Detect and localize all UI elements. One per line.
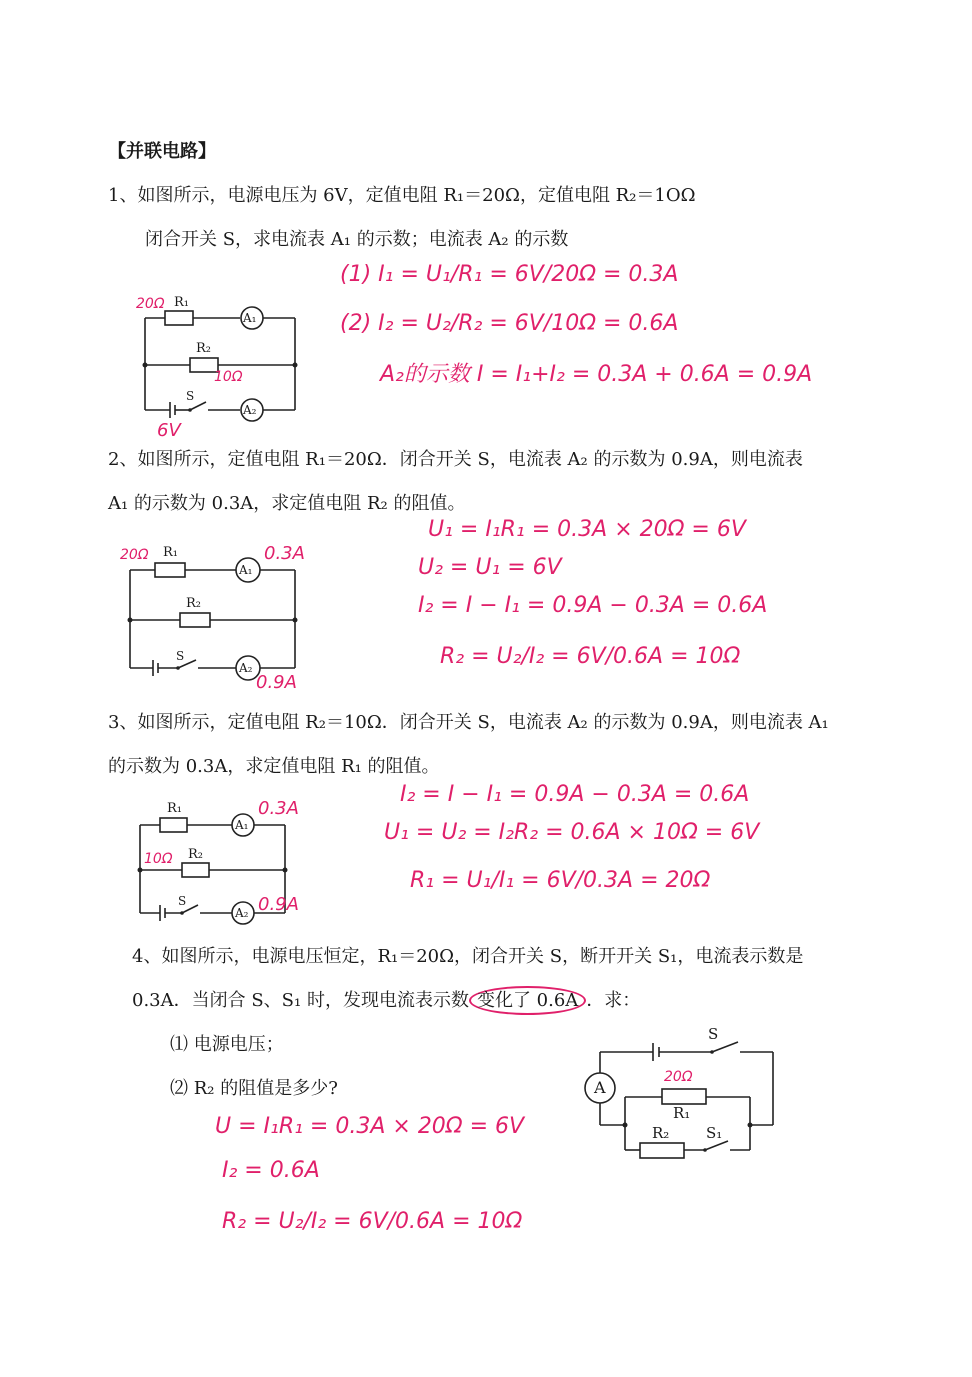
q3-a2-label: A₂ (235, 906, 249, 920)
q4-line1: 4、如图所示，电源电压恒定，R₁＝20Ω，闭合开关 S，断开开关 S₁，电流表示数是 (132, 946, 804, 967)
q4-switch-s (712, 1042, 738, 1052)
q1-line1: 1、如图所示，电源电压为 6V，定值电阻 R₁＝20Ω，定值电阻 R₂＝1OΩ (108, 185, 696, 206)
q1-r2-value: 10Ω (214, 369, 243, 385)
q3-answer-1: I₂ = I − I₁ = 0.9A − 0.3A = 0.6A (400, 782, 750, 807)
q3-line2: 的示数为 0.3A，求定值电阻 R₁ 的阻值。 (108, 756, 440, 777)
section-title: 【并联电路】 (108, 141, 216, 162)
q4-r2-resistor (640, 1143, 684, 1158)
q1-answer-1: (1) I₁ = U₁/R₁ = 6V/20Ω = 0.3A (340, 262, 679, 287)
q2-a2-label: A₂ (239, 661, 253, 675)
q2-switch-label: S (176, 649, 185, 663)
q4-line2-circled: 变化了 0.6A (469, 986, 586, 1015)
q3-a1-value: 0.3A (258, 798, 299, 819)
q1-r1-value: 20Ω (136, 296, 165, 312)
q3-r2-value: 10Ω (144, 851, 173, 867)
q3-r2-label: R₂ (188, 847, 203, 862)
q1-a1-label: A₁ (243, 311, 257, 325)
q1-r1-label: R₁ (174, 295, 189, 310)
q3-r1-label: R₁ (167, 801, 182, 816)
q4-sub1: ⑴ 电源电压； (170, 1034, 284, 1055)
q2-r2-label: R₂ (186, 596, 201, 611)
q3-answer-3: R₁ = U₁/I₁ = 6V/0.3A = 20Ω (410, 868, 711, 893)
q4-sub2: ⑵ R₂ 的阻值是多少? (170, 1078, 338, 1099)
q4-answer-3: R₂ = U₂/I₂ = 6V/0.6A = 10Ω (222, 1209, 523, 1234)
q4-line2-end: ．求： (586, 990, 641, 1011)
q4-s-label: S (708, 1025, 719, 1043)
q1-a2-label: A₂ (243, 403, 257, 417)
q4-r1-label: R₁ (673, 1104, 691, 1122)
q1-r2-label: R₂ (196, 341, 211, 356)
q2-a1-label: A₁ (239, 563, 253, 577)
q2-line1: 2、如图所示，定值电阻 R₁＝20Ω．闭合开关 S，电流表 A₂ 的示数为 0.9A，则电流表 (108, 449, 803, 470)
q4-line2-start: 0.3A．当闭合 S、S₁ 时，发现电流表示数 (132, 990, 469, 1011)
q2-line2: A₁ 的示数为 0.3A，求定值电阻 R₂ 的阻值。 (108, 493, 466, 514)
q3-line1: 3、如图所示，定值电阻 R₂＝10Ω．闭合开关 S，电流表 A₂ 的示数为 0.9A，则电流表 A₁ (108, 712, 829, 733)
q1-line2: 闭合开关 S，求电流表 A₁ 的示数；电流表 A₂ 的示数 (145, 229, 569, 250)
q3-answer-2: U₁ = U₂ = I₂R₂ = 0.6A × 10Ω = 6V (384, 820, 760, 845)
q4-r1-value: 20Ω (664, 1069, 693, 1085)
q2-a1-value: 0.3A (264, 543, 305, 564)
q2-a2-value: 0.9A (256, 672, 297, 693)
q2-answer-2: U₂ = U₁ = 6V (418, 555, 562, 580)
q4-switch-s1 (705, 1141, 728, 1150)
q2-answer-4: R₂ = U₂/I₂ = 6V/0.6A = 10Ω (440, 644, 741, 669)
q4-ammeter-label: A (594, 1078, 606, 1097)
q1-answer-3: A₂的示数 I = I₁+I₂ = 0.3A + 0.6A = 0.9A (380, 362, 813, 387)
q3-switch-label: S (178, 894, 187, 908)
q4-s1-label: S₁ (706, 1124, 723, 1142)
q4-r2-label: R₂ (652, 1124, 670, 1142)
q2-r1-label: R₁ (163, 545, 178, 560)
q4-answer-2: I₂ = 0.6A (222, 1158, 320, 1183)
q2-answer-1: U₁ = I₁R₁ = 0.3A × 20Ω = 6V (428, 517, 746, 542)
q1-answer-2: (2) I₂ = U₂/R₂ = 6V/10Ω = 0.6A (340, 311, 679, 336)
q4-r1-resistor (662, 1089, 706, 1104)
q1-switch-label: S (186, 389, 195, 403)
q2-answer-3: I₂ = I − I₁ = 0.9A − 0.3A = 0.6A (418, 593, 768, 618)
q3-a1-label: A₁ (235, 818, 249, 832)
q2-r1-value: 20Ω (120, 547, 149, 563)
q4-answer-1: U = I₁R₁ = 0.3A × 20Ω = 6V (215, 1114, 525, 1139)
q1-source-value: 6V (157, 420, 181, 441)
q3-a2-value: 0.9A (258, 894, 299, 915)
